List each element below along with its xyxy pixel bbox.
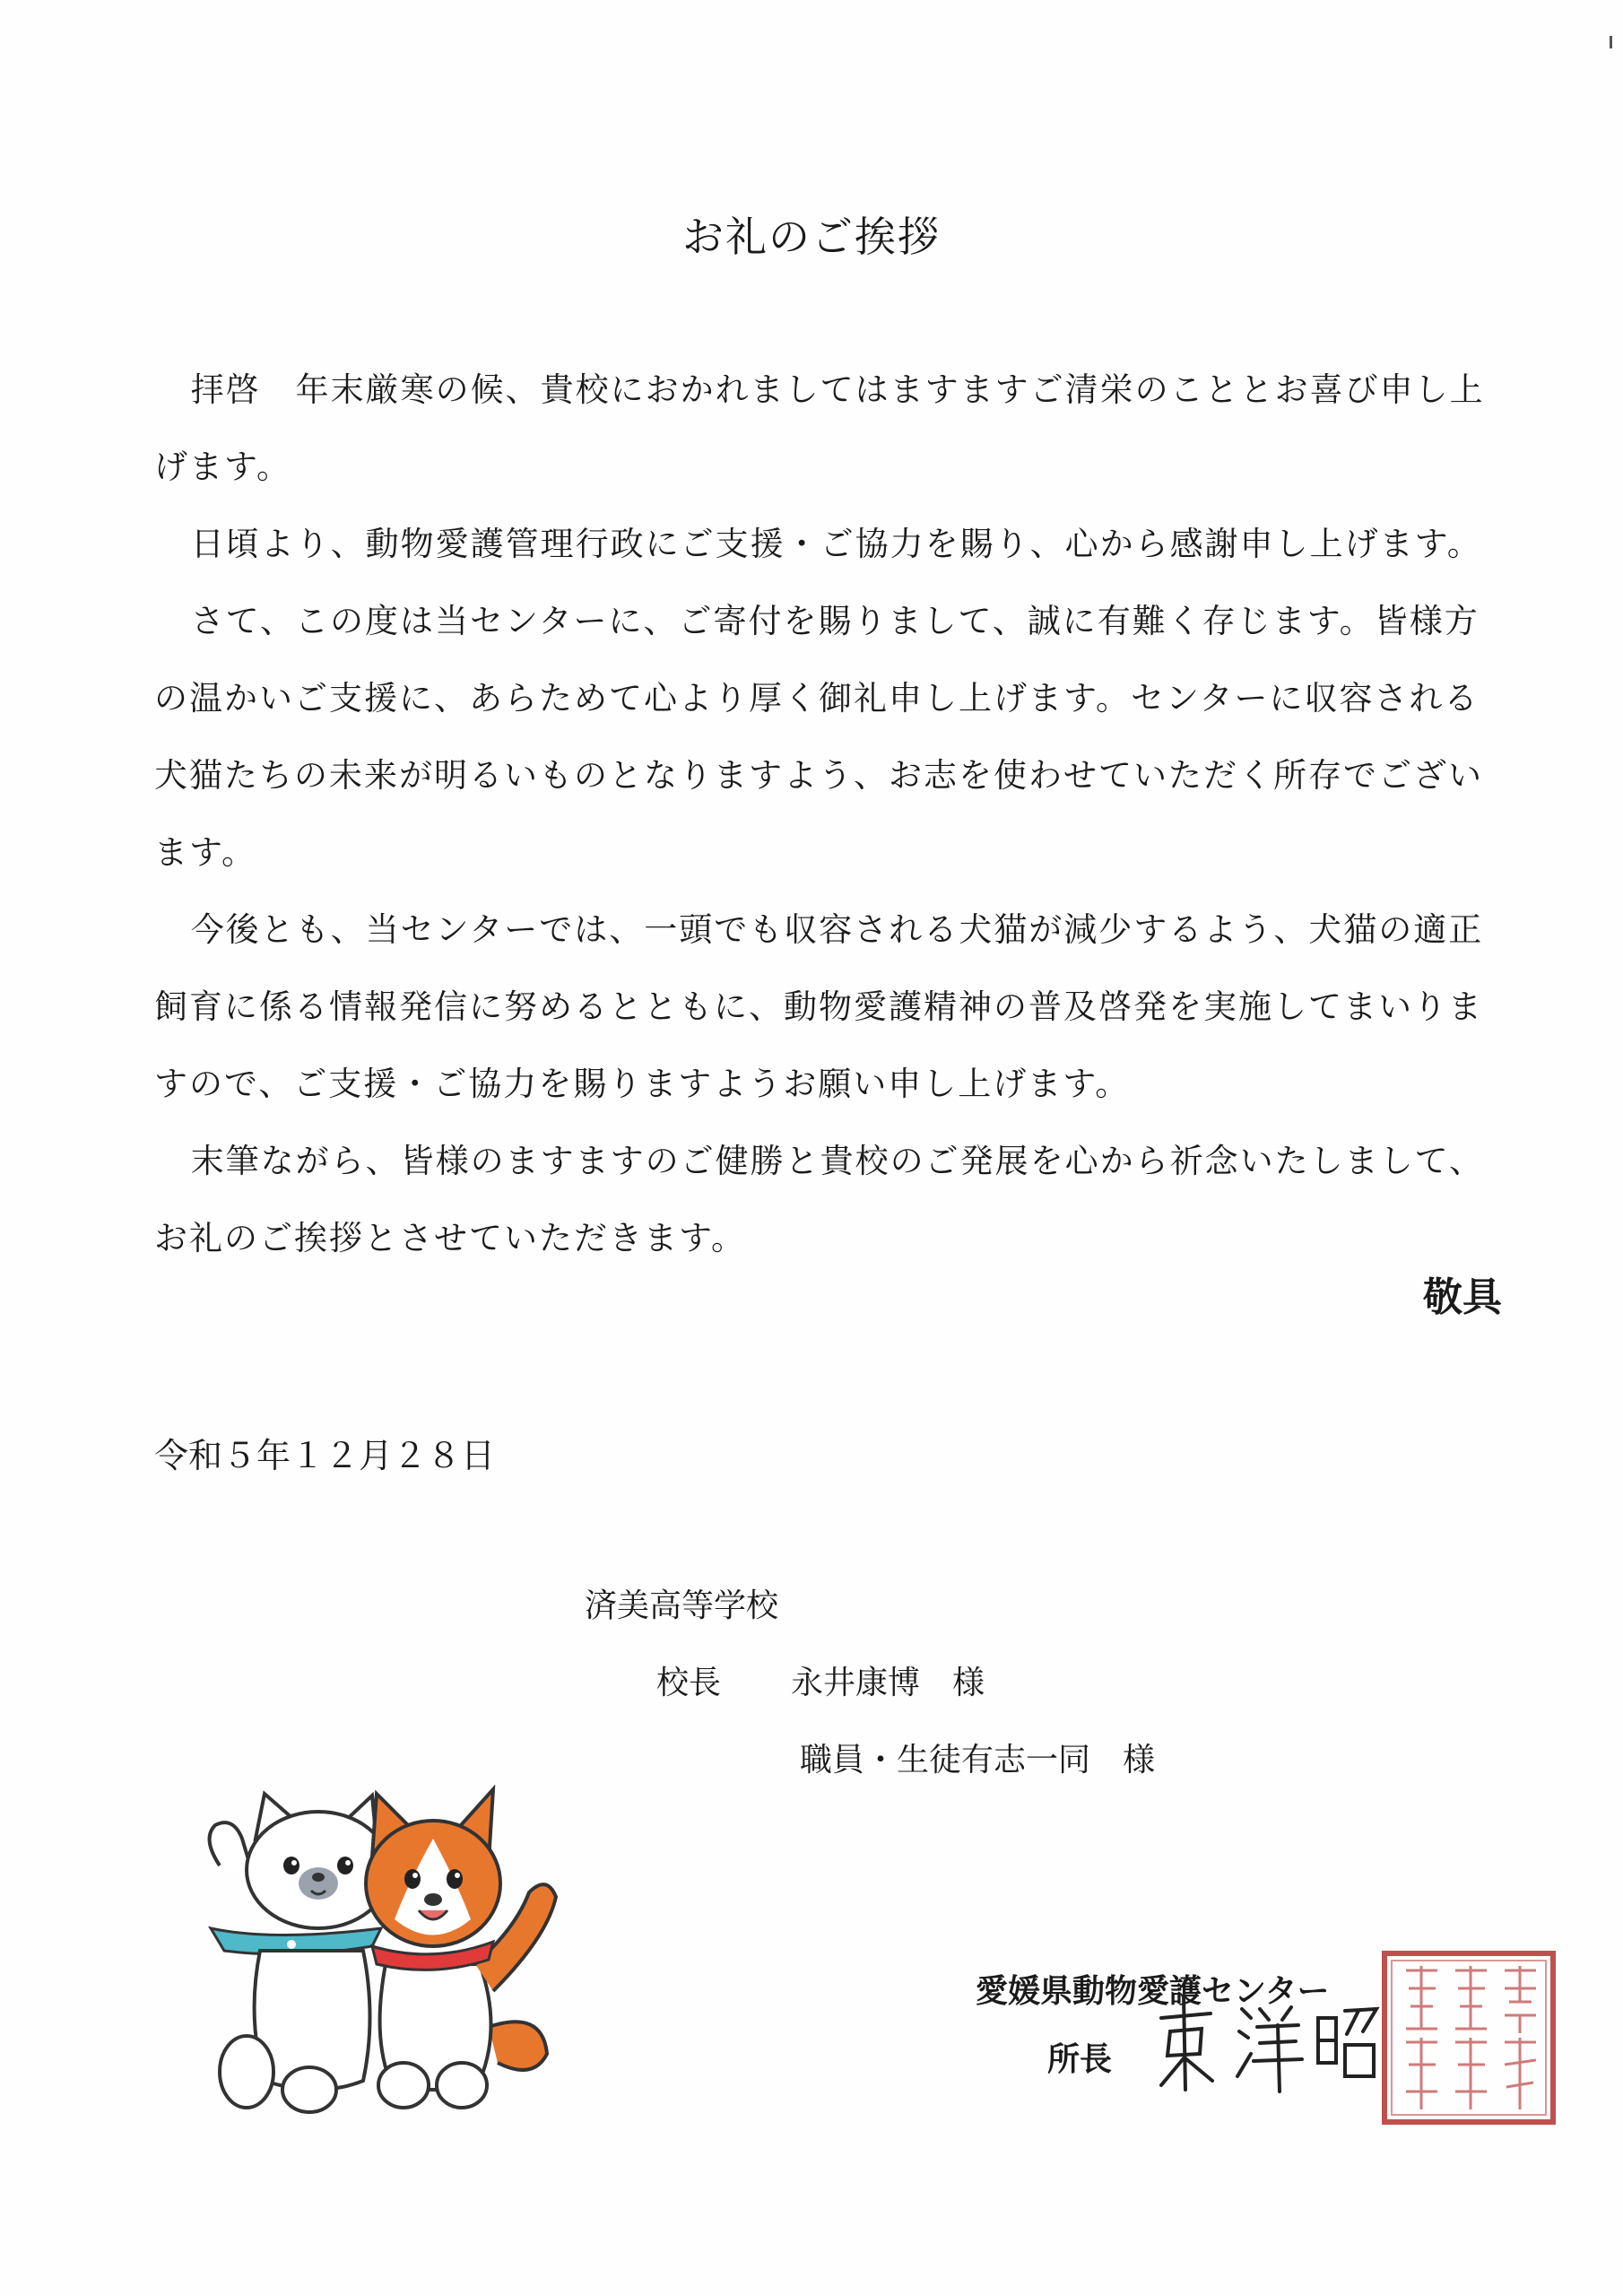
recipient-school: 済美高等学校 xyxy=(585,1587,779,1624)
paragraph-greeting: 拝啓 年末厳寒の候、貴校におかれましてはますますご清栄のこととお喜び申し上げます。 xyxy=(154,370,1485,486)
letter-date: 令和５年１２月２８日 xyxy=(154,1436,496,1475)
principal-name: 永井康博 様 xyxy=(791,1665,985,1701)
dog-mascot xyxy=(366,1789,556,2108)
paragraph-closing: 末筆ながら、皆様のますますのご健勝と貴校のご発展を心から祈念いたしまして、お礼のご挨拶とさせていただきます。 xyxy=(154,1142,1484,1257)
sender-role: 所長 xyxy=(1047,2041,1113,2078)
sender-organization: 愛媛県動物愛護センター xyxy=(976,1973,1330,2010)
recipient-staff: 職員・生徒有志一同 様 xyxy=(800,1742,1156,1779)
paragraph-donation: さて、この度は当センターに、ご寄付を賜りまして、誠に有難く存じます。皆様方の温かいご支援に、あらためて心より厚く御礼申し上げます。センターに収容される犬猫たちの未来が明るいものとなりますよう、お志を使わせていただく所存でございます。 xyxy=(154,602,1483,872)
mascot-illustration xyxy=(193,1785,569,2117)
cat-mascot xyxy=(210,1794,390,2112)
paragraph-thanks: 日頃より、動物愛護管理行政にご支援・ご協力を賜り、心から感謝申し上げます。 xyxy=(190,525,1482,563)
letter-body xyxy=(154,352,1499,1277)
handwritten-signature xyxy=(1157,1991,1381,2099)
recipient-principal xyxy=(656,1657,985,1703)
principal-role: 校長 xyxy=(656,1665,722,1701)
official-seal xyxy=(1379,1948,1558,2127)
closing-phrase: 敬具 xyxy=(1423,1274,1502,1320)
letter-title: お礼のご挨拶 xyxy=(682,213,941,261)
paragraph-future: 今後とも、当センターでは、一頭でも収容される犬猫が減少するよう、犬猫の適正飼育に係る情報発信に努めるとともに、動物愛護精神の普及啓発を実施してまいりますので、ご支援・ご協力を賜りますようお願い申し上げます。 xyxy=(154,910,1484,1103)
scan-mark xyxy=(1610,36,1612,48)
